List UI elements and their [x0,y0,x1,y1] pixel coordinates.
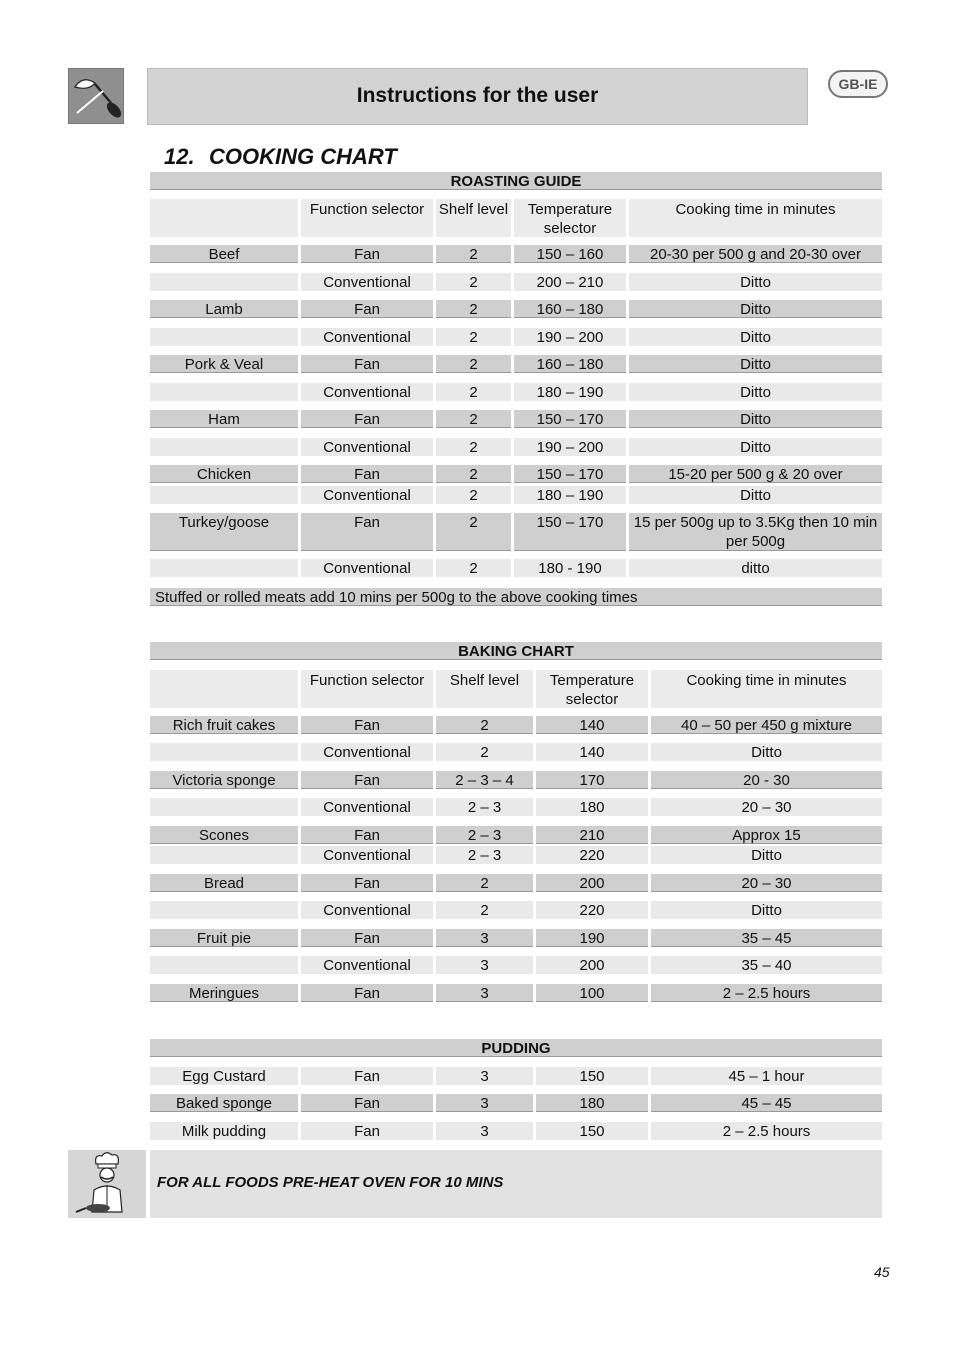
roasting-cell: Conventional [301,273,433,291]
section-title-text: COOKING CHART [209,144,397,169]
baking-col-header [150,670,298,708]
roasting-cell: 180 - 190 [514,559,626,577]
roasting-cell: 190 – 200 [514,438,626,456]
roasting-cell [150,438,298,456]
spoon-icon [69,69,125,125]
baking-cell: Bread [150,874,298,892]
baking-cell: 180 [536,798,648,816]
roasting-guide-table [150,172,882,608]
roasting-cell: Fan [301,513,433,551]
roasting-cell: Ditto [629,328,882,346]
roasting-cell: 20-30 per 500 g and 20-30 over [629,245,882,263]
baking-cell: 210 [536,826,648,844]
baking-col-header: Function selector [301,670,433,708]
baking-cell: 2 [436,901,533,919]
pudding-cell: Milk pudding [150,1122,298,1140]
baking-chart-table [150,642,882,1004]
baking-cell: 220 [536,846,648,864]
baking-cell: Fan [301,929,433,947]
baking-cell: Fan [301,771,433,789]
roasting-cell: Conventional [301,383,433,401]
roasting-col-header: Shelf level [436,199,511,237]
roasting-cell: Lamb [150,300,298,318]
baking-col-header: Temperature selector [536,670,648,708]
pudding-cell: 2 – 2.5 hours [651,1122,882,1140]
roasting-cell: 190 – 200 [514,328,626,346]
roasting-cell: Ditto [629,410,882,428]
roasting-cell: 160 – 180 [514,355,626,373]
baking-cell: 2 [436,874,533,892]
roasting-cell: 2 [436,486,511,504]
roasting-cell: Fan [301,300,433,318]
baking-cell [150,743,298,761]
baking-cell: Fruit pie [150,929,298,947]
roasting-cell: 2 [436,465,511,483]
baking-cell: Conventional [301,901,433,919]
baking-cell: 2 [436,716,533,734]
pudding-cell: 180 [536,1094,648,1112]
baking-cell: 140 [536,716,648,734]
baking-cell: 2 – 3 – 4 [436,771,533,789]
roasting-cell: Conventional [301,559,433,577]
roasting-cell: Ditto [629,486,882,504]
baking-cell: 2 – 3 [436,826,533,844]
roasting-cell: Beef [150,245,298,263]
baking-cell [150,956,298,974]
roasting-cell: 2 [436,438,511,456]
page-number: 45 [874,1264,890,1280]
roasting-cell: 200 – 210 [514,273,626,291]
pudding-cell: 3 [436,1067,533,1085]
roasting-title: ROASTING GUIDE [150,172,882,190]
roasting-cell: Conventional [301,328,433,346]
baking-col-header: Cooking time in minutes [651,670,882,708]
baking-cell: 20 - 30 [651,771,882,789]
baking-cell: Conventional [301,743,433,761]
roasting-cell: 2 [436,328,511,346]
baking-cell: Approx 15 [651,826,882,844]
roasting-cell: Ditto [629,355,882,373]
baking-cell: 3 [436,984,533,1002]
pudding-cell: 3 [436,1094,533,1112]
pudding-cell: Fan [301,1122,433,1140]
roasting-cell: 2 [436,245,511,263]
baking-cell: 190 [536,929,648,947]
baking-cell: Ditto [651,846,882,864]
baking-cell: 20 – 30 [651,874,882,892]
pudding-cell: Baked sponge [150,1094,298,1112]
baking-cell: 2 – 3 [436,798,533,816]
roasting-cell: Fan [301,410,433,428]
baking-cell: Ditto [651,901,882,919]
section-number: 12. [164,144,195,169]
roasting-cell: 150 – 170 [514,465,626,483]
roasting-col-header [150,199,298,237]
roasting-cell: Ditto [629,383,882,401]
footer-icon-box [68,1150,148,1218]
pudding-cell: 45 – 1 hour [651,1067,882,1085]
roasting-cell: Fan [301,245,433,263]
roasting-cell [150,486,298,504]
roasting-cell: ditto [629,559,882,577]
baking-cell: Fan [301,826,433,844]
region-badge: GB-IE [828,70,888,98]
baking-cell: Meringues [150,984,298,1002]
roasting-cell: Ditto [629,438,882,456]
pudding-cell: 150 [536,1067,648,1085]
baking-cell: 3 [436,929,533,947]
baking-cell: 200 [536,956,648,974]
roasting-cell: 2 [436,355,511,373]
roasting-cell: Conventional [301,438,433,456]
roasting-cell: 2 [436,410,511,428]
pudding-table [150,1039,882,1143]
baking-cell [150,798,298,816]
roasting-cell: 2 [436,300,511,318]
baking-cell: 2 – 2.5 hours [651,984,882,1002]
roasting-cell: 2 [436,559,511,577]
roasting-cell: 160 – 180 [514,300,626,318]
roasting-cell: 150 – 170 [514,410,626,428]
pudding-cell: 3 [436,1122,533,1140]
baking-cell: Rich fruit cakes [150,716,298,734]
chef-icon [68,1150,148,1218]
roasting-cell: Turkey/goose [150,513,298,551]
header-title: Instructions for the user [356,84,599,107]
baking-cell: 35 – 45 [651,929,882,947]
roasting-cell: Chicken [150,465,298,483]
baking-cell [150,901,298,919]
roasting-cell: Fan [301,355,433,373]
roasting-cell: Ham [150,410,298,428]
baking-cell: 2 – 3 [436,846,533,864]
roasting-cell: Ditto [629,273,882,291]
roasting-cell: 2 [436,383,511,401]
baking-cell [150,846,298,864]
footer-note-box [150,1150,882,1218]
pudding-cell: Egg Custard [150,1067,298,1085]
baking-cell: Victoria sponge [150,771,298,789]
baking-cell: Ditto [651,743,882,761]
baking-cell: 3 [436,956,533,974]
baking-cell: 100 [536,984,648,1002]
roasting-cell: 150 – 160 [514,245,626,263]
roasting-cell [150,273,298,291]
pudding-title: PUDDING [150,1039,882,1057]
preheat-note: FOR ALL FOODS PRE-HEAT OVEN FOR 10 MINS [157,1174,504,1191]
baking-cell: Fan [301,984,433,1002]
roasting-cell: 15 per 500g up to 3.5Kg then 10 min per 500g [629,513,882,551]
baking-cell: 140 [536,743,648,761]
baking-cell: Scones [150,826,298,844]
baking-title: BAKING CHART [150,642,882,660]
header-bar [147,68,808,125]
roasting-cell [150,559,298,577]
roasting-col-header: Function selector [301,199,433,237]
baking-cell: Conventional [301,956,433,974]
roasting-cell [150,328,298,346]
section-title [164,144,397,170]
baking-cell: 170 [536,771,648,789]
baking-cell: Fan [301,716,433,734]
baking-cell: 20 – 30 [651,798,882,816]
roasting-cell: Conventional [301,486,433,504]
pudding-cell: Fan [301,1094,433,1112]
roasting-col-header: Temperature selector [514,199,626,237]
roasting-cell: 150 – 170 [514,513,626,551]
header-icon-box [68,68,124,124]
baking-cell: 40 – 50 per 450 g mixture [651,716,882,734]
roasting-cell: Pork & Veal [150,355,298,373]
baking-cell: 220 [536,901,648,919]
baking-cell: 2 [436,743,533,761]
pudding-cell: Fan [301,1067,433,1085]
baking-cell: Fan [301,874,433,892]
baking-col-header: Shelf level [436,670,533,708]
roasting-cell: Fan [301,465,433,483]
roasting-cell: Ditto [629,300,882,318]
pudding-cell: 150 [536,1122,648,1140]
roasting-cell: 180 – 190 [514,383,626,401]
baking-cell: Conventional [301,798,433,816]
baking-cell: 35 – 40 [651,956,882,974]
roasting-cell [150,383,298,401]
baking-cell: Conventional [301,846,433,864]
roasting-col-header: Cooking time in minutes [629,199,882,237]
roasting-note: Stuffed or rolled meats add 10 mins per 500g to the above cooking times [150,588,882,606]
roasting-cell: 2 [436,513,511,551]
roasting-cell: 15-20 per 500 g & 20 over [629,465,882,483]
roasting-cell: 180 – 190 [514,486,626,504]
roasting-cell: 2 [436,273,511,291]
baking-cell: 200 [536,874,648,892]
pudding-cell: 45 – 45 [651,1094,882,1112]
